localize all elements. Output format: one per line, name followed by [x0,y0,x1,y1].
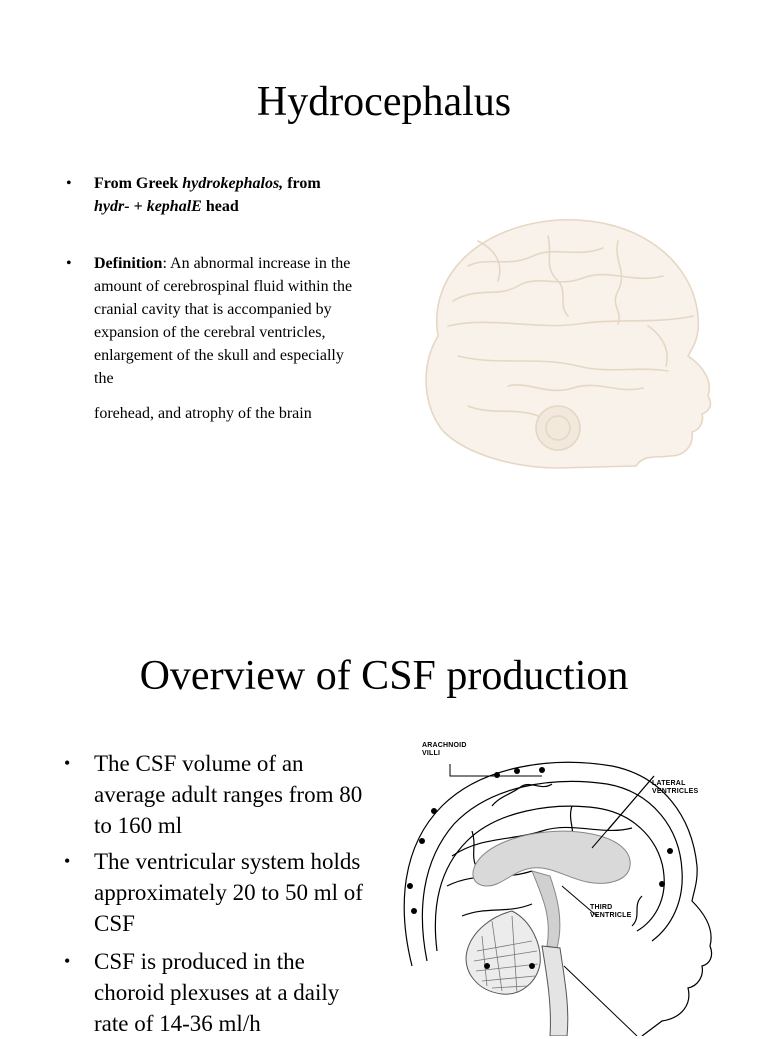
definition-tail: forehead, and atrophy of the brain [94,405,312,422]
bullet-text: The ventricular system holds approximately 20 to 50 ml of CSF [94,849,363,936]
bullet-marker: • [64,851,71,871]
slide-title: Overview of CSF production [139,653,629,699]
bullet-csf-volume [64,748,374,841]
bullet-choroid-plexus [64,946,374,1039]
etymology-prefix: From Greek [94,175,183,192]
slide-csf-production [0,512,768,1036]
etymology-term: hydrokephalos, [182,175,284,192]
definition-label: Definition [94,255,163,272]
etymology-from: from [283,175,321,192]
bullet-definition [66,252,366,390]
etymology-root-kephale: kephalE [146,198,202,215]
etymology-head: head [201,198,239,215]
label-third-ventricle: THIRD VENTRICLE [590,904,632,919]
etymology-root-hydr: hydr- [94,198,130,215]
bullet-text: The CSF volume of an average adult ranges from 80 to 160 ml [94,751,363,838]
bullet-text: CSF is produced in the choroid plexuses at a daily rate of 14-36 ml/h [94,949,340,1036]
bullet-marker: • [64,951,71,971]
bullet-etymology [66,172,366,218]
bullet-ventricular-system [64,846,374,939]
head-brain-illustration [408,206,728,486]
slide-hydrocephalus [0,0,768,512]
definition-text: : An abnormal increase in the amount of cerebrospinal fluid within the cranial cavity that is accompanied by expansion of the cerebral ventricles, enlargement of the skull and especially the [94,255,353,387]
slide-title: Hydrocephalus [256,79,512,125]
bullet-marker: • [66,175,72,192]
label-arachnoid-villi: ARACHNOID VILLI [422,742,467,757]
etymology-plus: + [129,198,147,215]
bullet-marker: • [64,753,71,773]
label-lateral-ventricles: LATERAL VENTRICLES [652,780,699,795]
bullet-marker: • [66,255,72,272]
